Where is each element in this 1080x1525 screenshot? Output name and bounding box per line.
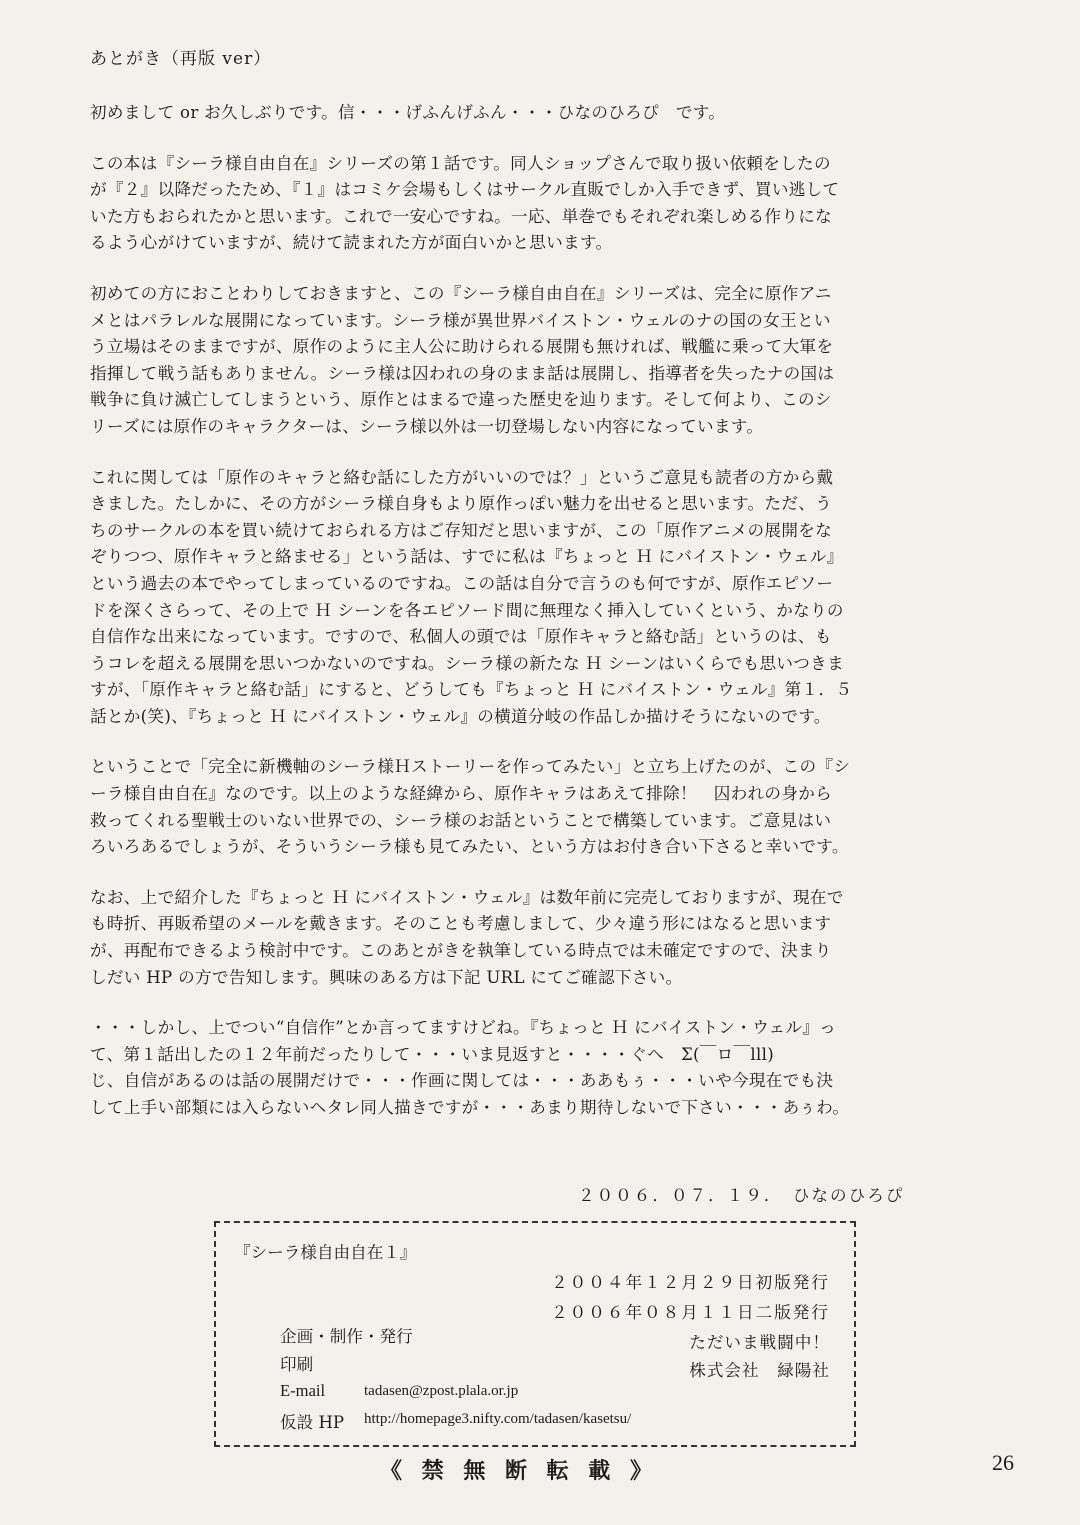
printing-label: 印刷 — [280, 1355, 314, 1374]
text-line: 救ってくれる聖戦士のいない世界での、シーラ様のお話ということで構築しています。ご意見はい — [90, 810, 832, 830]
text-line: て、第１話出したの１２年前だったりして・・・いま見返すと・・・・ぐへ Σ(￣ロ￣lll) — [90, 1044, 775, 1064]
signature-date: ２００６．０７．１９． ひなのひろぴ — [578, 1186, 905, 1205]
paragraph-4 — [90, 465, 1002, 731]
text-line: いた方もおられたかと思います。これで一安心ですね。一応、単巻でもそれぞれ楽しめる作りにな — [90, 206, 832, 226]
text-line: しだい HP の方で告知します。興味のある方は下記 URL にてご確認下さい。 — [90, 967, 683, 987]
text-line: ドを深くさらって、その上で Ｈ シーンを各エピソード間に無理なく挿入していくという、かなりの — [90, 600, 844, 620]
text-line: リーズには原作のキャラクターは、シーラ様以外は一切登場しない内容になっています。 — [90, 416, 764, 436]
hp-label: 仮設 HP — [280, 1413, 345, 1432]
text-line: ろいろあるでしょうが、そういうシーラ様も見てみたい、という方はお付き合い下さると幸いです。 — [90, 837, 849, 857]
paragraph-3 — [90, 281, 1002, 441]
text-line: なお、上で紹介した『ちょっと Ｈ にバイストン・ウェル』は数年前に完売しておりますが、現在で — [90, 887, 844, 907]
email-address: tadasen@zpost.plala.or.jp — [364, 1383, 519, 1399]
no-reprint-notice: 《 禁 無 断 転 載 》 — [380, 1458, 658, 1484]
colophon-title: 『シーラ様自由自在１』 — [234, 1243, 417, 1262]
text-line: が、再配布できるよう検討中です。このあとがきを執筆している時点では未確定ですので、決まり — [90, 941, 832, 961]
colophon-box — [214, 1221, 856, 1447]
text-line: ・・・しかし、上でつい“自信作”とか言ってますけどね。『ちょっと Ｈ にバイストン・ウェル』っ — [90, 1018, 837, 1038]
text-line: ということで「完全に新機軸のシーラ様Ｈストーリーを作ってみたい」と立ち上げたのが、この『シ — [90, 757, 851, 777]
paragraph-1 — [90, 100, 1002, 127]
paragraph-5 — [90, 754, 1002, 860]
text-line: これに関しては「原作のキャラと絡む話にした方がいいのでは？」というご意見も読者の方から戴 — [90, 467, 834, 487]
text-line: じ、自信があるのは話の展開だけで・・・作画に関しては・・・ああもぅ・・・いや今現在でも決 — [90, 1071, 834, 1091]
text-line: ーラ様自由自在』なのです。以上のような経緯から、原作キャラはあえて排除！ 囚われの身から — [90, 784, 832, 804]
text-line: るよう心がけていますが、続けて読まれた方が面白いかと思います。 — [90, 233, 613, 253]
text-line: という過去の本でやってしまっているのですね。この話は自分で言うのも何ですが、原作エピソー — [90, 573, 834, 593]
text-line: きました。たしかに、その方がシーラ様自身もより原作っぽい魅力を出せると思います。ただ、う — [90, 494, 832, 514]
text-line: 指揮して戦う話もありません。シーラ様は囚われの身のまま話は展開し、指導者を失ったナの国は — [90, 363, 835, 383]
text-line: 戦争に負け滅亡してしまうという、原作とはまるで違った歴史を辿ります。そして何より、このシ — [90, 390, 832, 410]
hp-url: http://homepage3.nifty.com/tadasen/kasetsu/ — [364, 1411, 632, 1427]
text-line: う立場はそのままですが、原作のように主人公に助けられる展開も無ければ、戦艦に乗って大軍を — [90, 337, 834, 357]
text-line: ちのサークルの本を買い続けておられる方はご存知だと思いますが、この「原作アニメの展開をな — [90, 520, 832, 540]
text-line: 自信作な出来になっています。ですので、私個人の頭では「原作キャラと絡む話」というのは、も — [90, 627, 832, 647]
planning-value: ただいま戦闘中！ — [689, 1333, 830, 1352]
text-line: 初めまして or お久しぶりです。信・・・げふんげふん・・・ひなのひろぴ です。 — [90, 103, 726, 122]
text-line: 初めての方におことわりしておきますと、この『シーラ様自由自在』シリーズは、完全に原作アニ — [90, 283, 832, 303]
text-line: すが、「原作キャラと絡む話」にすると、どうしても『ちょっと Ｈ にバイストン・ウェル』第１．５ — [90, 680, 853, 700]
text-line: うコレを超える展開を思いつかないのですね。シーラ様の新たな Ｈ シーンはいくらでも思いつきま — [90, 653, 844, 673]
paragraph-7 — [90, 1015, 1002, 1121]
email-label: E-mail — [280, 1381, 326, 1400]
planning-label: 企画・制作・発行 — [280, 1327, 413, 1346]
paragraph-2 — [90, 151, 1002, 257]
text-line: も時折、再販希望のメールを戴きます。そのことも考慮しまして、少々違う形にはなると思います — [90, 914, 832, 934]
afterword-title: あとがき（再版 ver） — [90, 49, 272, 69]
text-line: 話とか(笑)、『ちょっと Ｈ にバイストン・ウェル』の横道分岐の作品しか描けそうにないのです。 — [90, 706, 831, 726]
printing-value: 株式会社 緑陽社 — [689, 1361, 830, 1380]
paragraph-6 — [90, 885, 1002, 991]
text-line: して上手い部類には入らないヘタレ同人描きですが・・・あまり期待しないで下さい・・・あぅわ。 — [90, 1098, 850, 1117]
second-edition-date: ２００６年０８月１１日二版発行 — [551, 1303, 830, 1322]
page-number: 26 — [992, 1450, 1014, 1475]
text-line: が『２』以降だったため、『１』はコミケ会場もしくはサークル直販でしか入手できず、買い逃して — [90, 180, 840, 200]
text-line: この本は『シーラ様自由自在』シリーズの第１話です。同人ショップさんで取り扱い依頼をしたの — [90, 153, 831, 173]
text-line: メとはパラレルな展開になっています。シーラ様が異世界バイストン・ウェルのナの国の女王とい — [90, 310, 831, 330]
text-line: ぞりつつ、原作キャラと絡ませる」という話は、すでに私は『ちょっと Ｈ にバイストン・ウェル』 — [90, 547, 844, 567]
first-edition-date: ２００４年１２月２９日初版発行 — [551, 1273, 830, 1292]
afterword-body — [90, 100, 1002, 1146]
